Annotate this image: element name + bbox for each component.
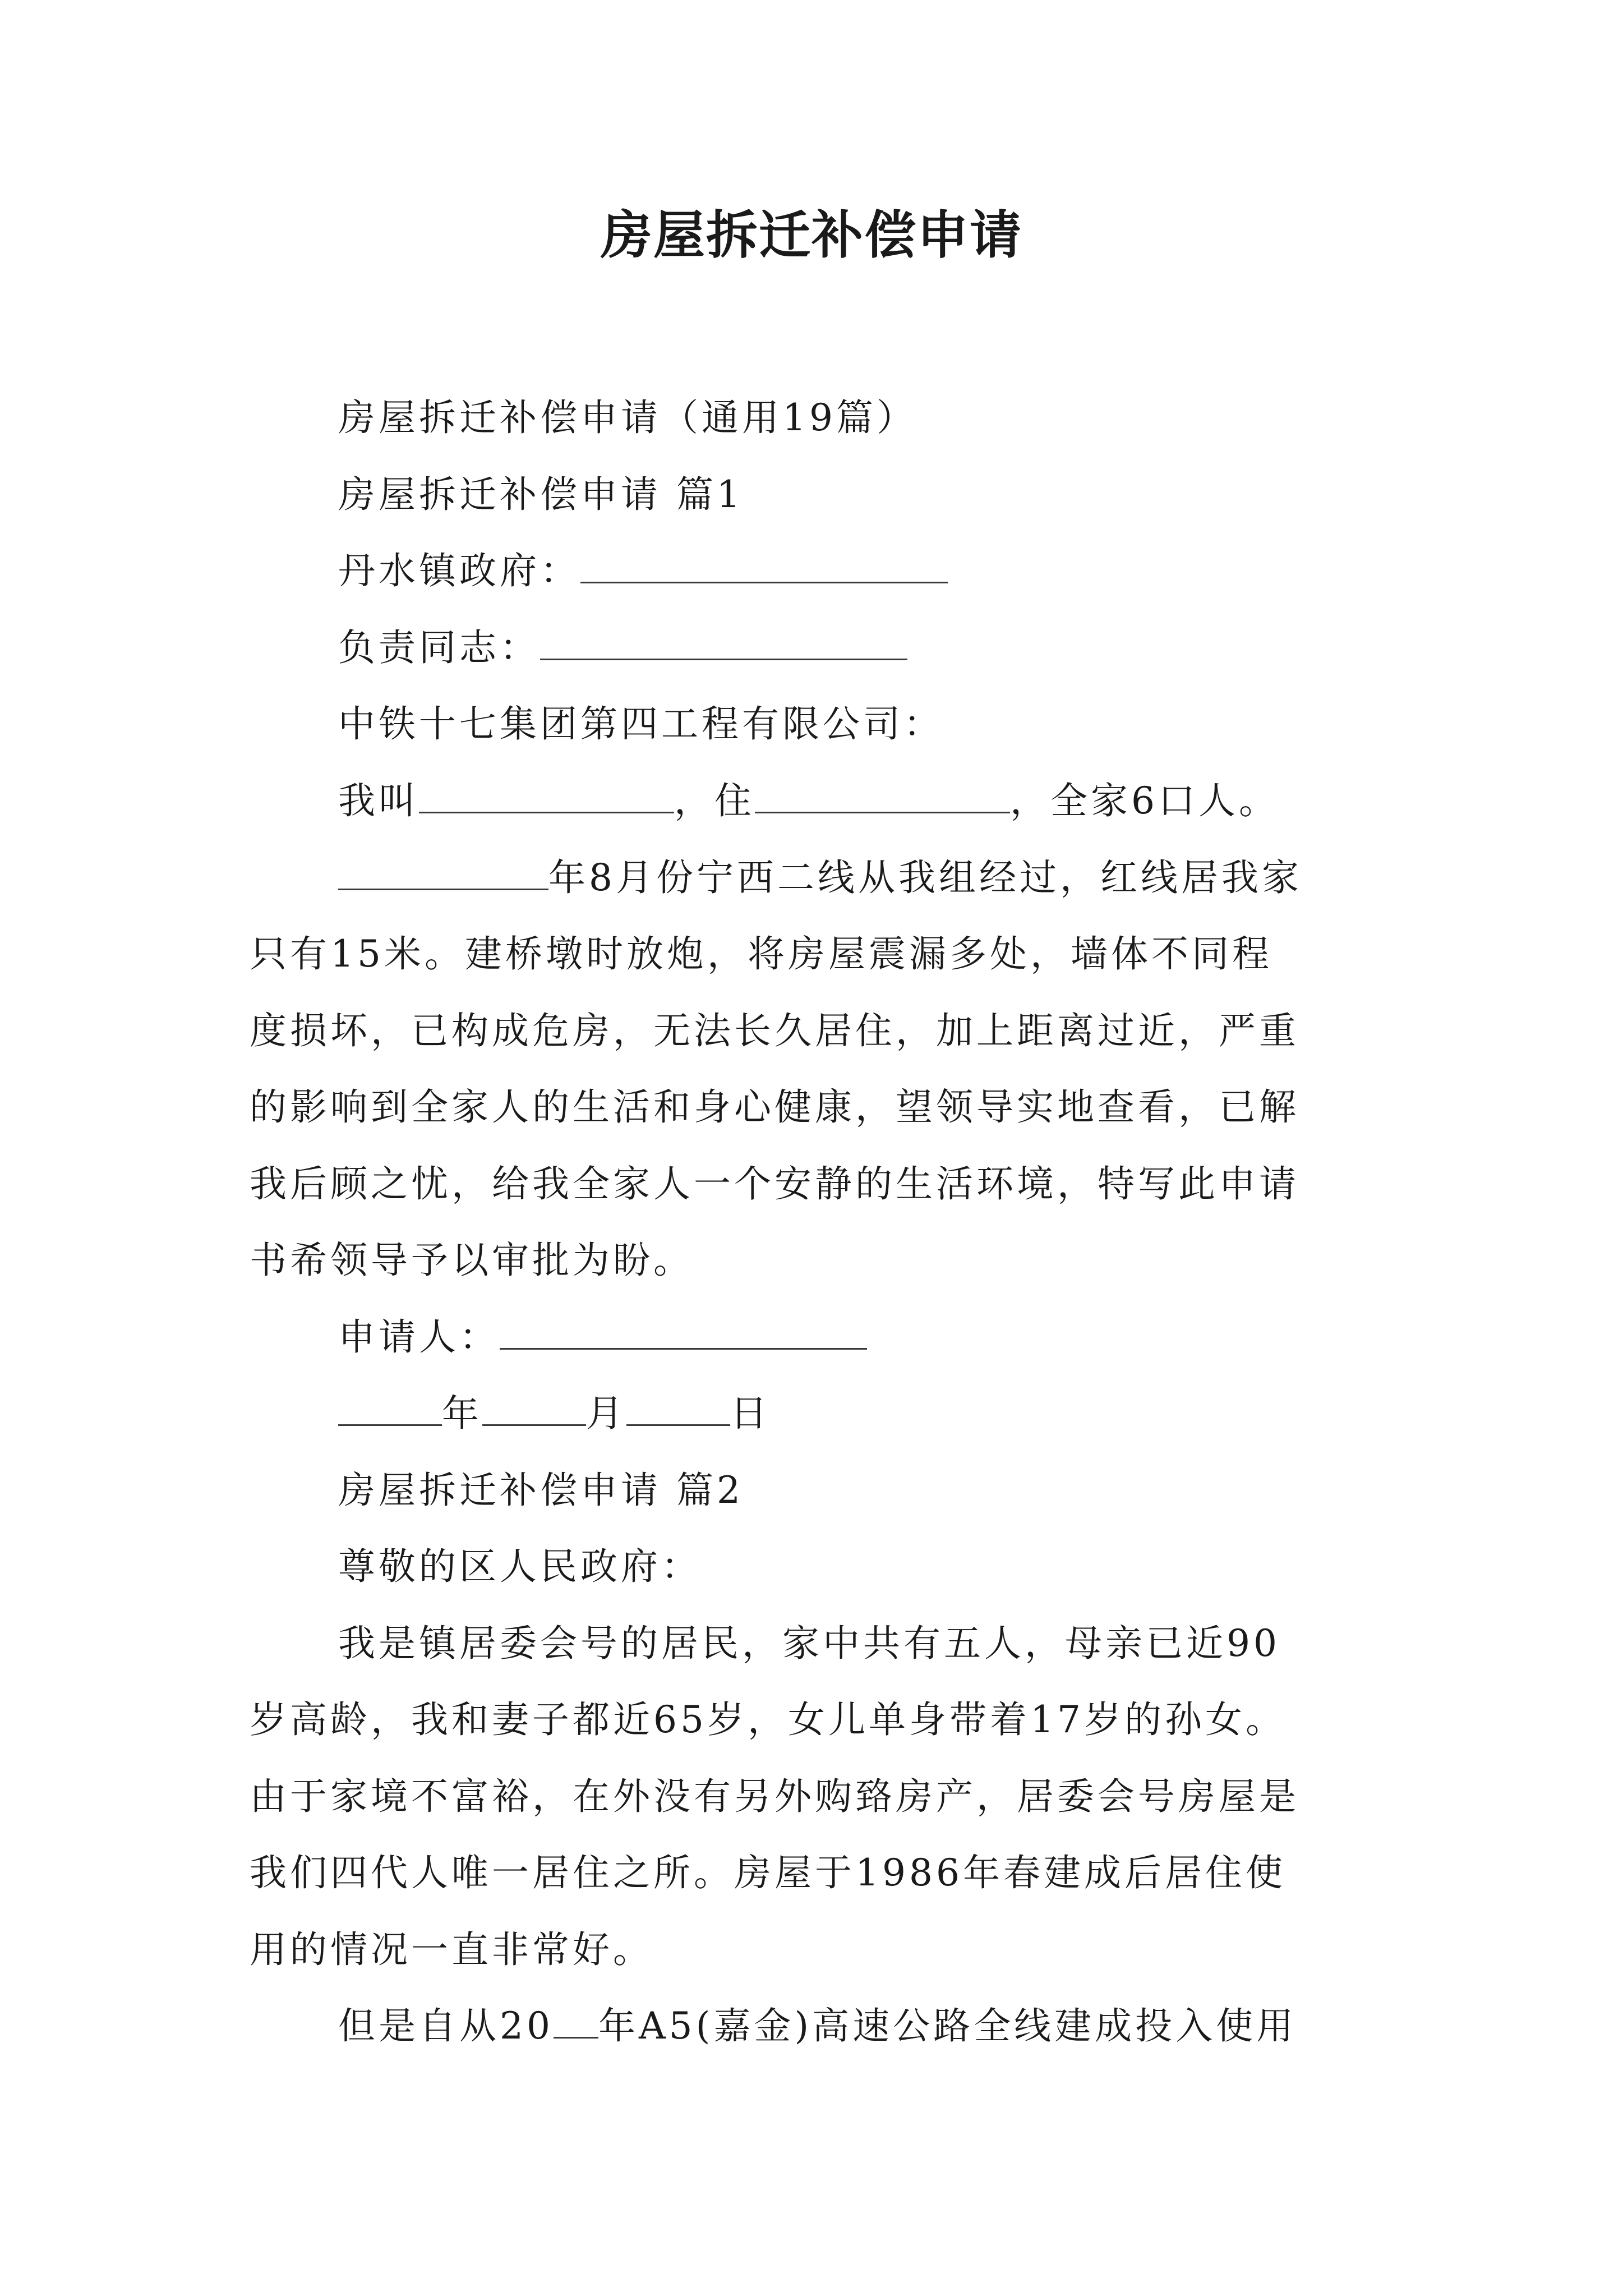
section2-heading: 房屋拆迁补偿申请 篇2 — [338, 1469, 744, 1512]
blank-year — [338, 1396, 442, 1426]
section2-para1-first-line: 我是镇居委会号的居民，家中共有五人，母亲已近90 — [338, 1622, 1280, 1665]
date-day-label: 日 — [730, 1392, 771, 1435]
body-line: 我后顾之忧，给我全家人一个安静的生活环境，特写此申请 — [250, 1162, 1299, 1205]
blank-name — [419, 784, 674, 813]
section2-para2-first-line — [338, 2001, 1297, 2051]
para2-text-after: 年A5(嘉金)高速公路全线建成投入使用 — [598, 2004, 1297, 2047]
intro-text-family: ，全家6口人。 — [1010, 779, 1279, 822]
addressee-town-government-label: 丹水镇政府： — [338, 549, 580, 592]
document-title: 房屋拆迁补偿申请 — [600, 205, 1022, 265]
intro-text-name: 我叫 — [338, 779, 419, 822]
applicant-label: 申请人： — [338, 1315, 500, 1359]
blank-line — [580, 554, 948, 583]
blank-day — [626, 1396, 730, 1426]
intro-text-address: ，住 — [674, 779, 755, 822]
section2-body-line: 岁高龄，我和妻子都近65岁，女儿单身带着17岁的孙女。 — [250, 1698, 1286, 1741]
blank-year-digits — [554, 2009, 598, 2039]
blank-address — [755, 784, 1010, 813]
date-month-label: 月 — [586, 1392, 626, 1435]
blank-applicant — [500, 1320, 867, 1350]
para2-text-before: 但是自从20 — [338, 2004, 554, 2047]
addressee-responsible-comrade — [338, 623, 907, 673]
section1-heading: 房屋拆迁补偿申请 篇1 — [338, 473, 744, 516]
intro-line — [338, 776, 1279, 826]
date-line — [338, 1388, 771, 1439]
section2-body-line: 用的情况一直非常好。 — [250, 1928, 653, 1971]
body-line: 书希领导予以审批为盼。 — [250, 1239, 694, 1282]
body-line: 度损坏，已构成危房，无法长久居住，加上距离过近，严重 — [250, 1009, 1299, 1052]
section2-body-line: 由于家境不富裕，在外没有另外购臵房产，居委会号房屋是 — [250, 1775, 1299, 1818]
body-line: 的影响到全家人的生活和身心健康，望领导实地查看，已解 — [250, 1085, 1299, 1129]
applicant-line — [338, 1312, 867, 1363]
body-first-line — [338, 853, 1302, 903]
body-line: 只有15米。建桥墩时放炮，将房屋震漏多处，墙体不同程 — [250, 932, 1272, 976]
section2-body-line: 我们四代人唯一居住之所。房屋于1986年春建成后居住使 — [250, 1851, 1286, 1894]
blank-line — [540, 631, 907, 660]
addressee-responsible-comrade-label: 负责同志： — [338, 626, 540, 669]
date-year-label: 年 — [442, 1392, 482, 1435]
body-first-text: 年8月份宁西二线从我组经过，红线居我家 — [548, 856, 1302, 899]
blank-month — [482, 1396, 586, 1426]
addressee-company: 中铁十七集团第四工程有限公司： — [338, 702, 944, 746]
blank-year — [338, 861, 548, 890]
document-subtitle: 房屋拆迁补偿申请（通用19篇） — [338, 396, 917, 439]
addressee-town-government — [338, 546, 948, 596]
section2-addressee: 尊敬的区人民政府： — [338, 1545, 702, 1588]
